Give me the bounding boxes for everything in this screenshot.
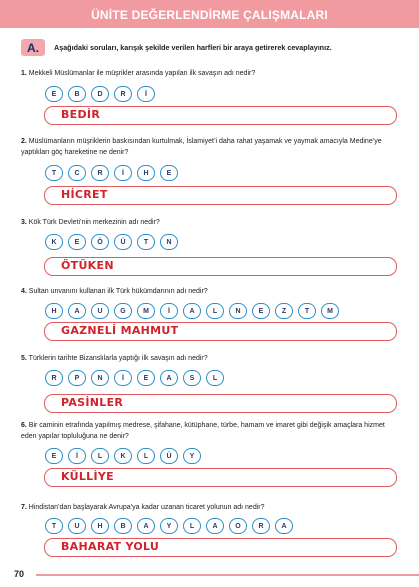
letter-tile: R <box>91 165 109 181</box>
letter-tile: E <box>45 448 63 464</box>
answer-text: HİCRET <box>61 188 108 201</box>
letter-tile: H <box>91 518 109 534</box>
letter-tile: A <box>68 303 86 319</box>
letter-tile: Y <box>160 518 178 534</box>
letter-tile: H <box>45 303 63 319</box>
letter-tile: İ <box>114 165 132 181</box>
question-5 <box>21 353 401 364</box>
letter-tile: A <box>160 370 178 386</box>
letter-tile: B <box>68 86 86 102</box>
header-bar <box>0 0 419 28</box>
question-number: 2. <box>21 138 27 145</box>
answer-box-5[interactable] <box>44 394 397 413</box>
footer-divider <box>36 574 419 576</box>
page-number: 70 <box>14 569 25 579</box>
letter-tiles-7 <box>45 518 293 534</box>
section-badge: A. <box>21 39 45 56</box>
letter-tile: E <box>68 234 86 250</box>
letter-tile: İ <box>137 86 155 102</box>
letter-tile: L <box>206 370 224 386</box>
answer-text: BEDİR <box>61 108 101 121</box>
question-text: Müslümanların müşriklerin baskısından kurtulmak, İslamiyet’i daha rahat yaşamak ve yaymak amacıyla Medine’ye yaptıkları göç hareketine ne denir? <box>21 138 382 156</box>
question-text: Bir caminin etrafında yapılmış medrese, şifahane, kütüphane, türbe, hamam ve imaret gibi değişik amaçlara hizmet eden yapılar topluluğuna ne denir? <box>21 422 385 440</box>
letter-tile: P <box>68 370 86 386</box>
question-7 <box>21 502 401 513</box>
letter-tile: İ <box>114 370 132 386</box>
question-number: 3. <box>21 219 27 226</box>
answer-text: ÖTÜKEN <box>61 259 114 272</box>
question-text: Kök Türk Devleti’nin merkezinin adı nedir? <box>28 219 160 226</box>
letter-tile: A <box>183 303 201 319</box>
question-1 <box>21 68 401 79</box>
letter-tile: K <box>114 448 132 464</box>
letter-tile: L <box>183 518 201 534</box>
question-number: 4. <box>21 288 27 295</box>
letter-tile: M <box>137 303 155 319</box>
letter-tile: B <box>114 518 132 534</box>
letter-tile: E <box>252 303 270 319</box>
letter-tile: A <box>275 518 293 534</box>
letter-tile: İ <box>68 448 86 464</box>
question-3 <box>21 217 401 228</box>
letter-tile: N <box>160 234 178 250</box>
letter-tile: R <box>45 370 63 386</box>
letter-tile: L <box>137 448 155 464</box>
answer-text: KÜLLİYE <box>61 470 114 483</box>
page-title: ÜNİTE DEĞERLENDİRME ÇALIŞMALARI <box>91 8 328 22</box>
question-number: 6. <box>21 422 27 429</box>
letter-tile: N <box>229 303 247 319</box>
question-6 <box>21 420 401 442</box>
letter-tile: H <box>137 165 155 181</box>
answer-text: BAHARAT YOLU <box>61 540 160 553</box>
letter-tile: E <box>137 370 155 386</box>
question-text: Sultan unvanını kullanan ilk Türk hükümdarının adı nedir? <box>28 288 208 295</box>
letter-tile: O <box>229 518 247 534</box>
question-4 <box>21 286 401 297</box>
letter-tiles-3 <box>45 234 178 250</box>
letter-tile: K <box>45 234 63 250</box>
letter-tile: A <box>137 518 155 534</box>
letter-tile: Y <box>183 448 201 464</box>
letter-tile: N <box>91 370 109 386</box>
letter-tile: Ü <box>114 234 132 250</box>
letter-tiles-1 <box>45 86 155 102</box>
answer-text: GAZNELİ MAHMUT <box>61 324 179 337</box>
letter-tile: G <box>114 303 132 319</box>
question-2 <box>21 136 401 158</box>
question-number: 7. <box>21 504 27 511</box>
letter-tile: T <box>45 165 63 181</box>
question-number: 5. <box>21 355 27 362</box>
letter-tile: U <box>91 303 109 319</box>
letter-tiles-5 <box>45 370 224 386</box>
footer <box>0 563 419 587</box>
letter-tile: L <box>91 448 109 464</box>
letter-tile: İ <box>160 303 178 319</box>
letter-tile: S <box>183 370 201 386</box>
question-text: Hindistan’dan başlayarak Avrupa’ya kadar uzanan ticaret yolunun adı nedir? <box>28 504 265 511</box>
letter-tiles-2 <box>45 165 178 181</box>
answer-box-4[interactable] <box>44 322 397 341</box>
letter-tiles-4 <box>45 303 339 319</box>
answer-text: PASİNLER <box>61 396 124 409</box>
letter-tile: T <box>298 303 316 319</box>
answer-box-6[interactable] <box>44 468 397 487</box>
letter-tile: R <box>114 86 132 102</box>
letter-tile: U <box>68 518 86 534</box>
answer-box-7[interactable] <box>44 538 397 557</box>
letter-tile: L <box>206 303 224 319</box>
question-text: Mekkeli Müslümanlar ile müşrikler arasında yapılan ilk savaşın adı nedir? <box>28 70 256 77</box>
letter-tile: Ö <box>91 234 109 250</box>
letter-tiles-6 <box>45 448 201 464</box>
letter-tile: E <box>45 86 63 102</box>
answer-box-1[interactable] <box>44 106 397 125</box>
letter-tile: D <box>91 86 109 102</box>
letter-tile: Z <box>275 303 293 319</box>
letter-tile: E <box>160 165 178 181</box>
question-number: 1. <box>21 70 27 77</box>
question-text: Türklerin tarihte Bizanslılarla yaptığı ilk savaşın adı nedir? <box>28 355 208 362</box>
answer-box-2[interactable] <box>44 186 397 205</box>
letter-tile: A <box>206 518 224 534</box>
letter-tile: T <box>137 234 155 250</box>
answer-box-3[interactable] <box>44 257 397 276</box>
letter-tile: M <box>321 303 339 319</box>
section-instruction: Aşağıdaki soruları, karışık şekilde verilen harfleri bir araya getirerek cevaplayınız. <box>54 43 332 52</box>
letter-tile: R <box>252 518 270 534</box>
letter-tile: C <box>68 165 86 181</box>
letter-tile: Ü <box>160 448 178 464</box>
letter-tile: T <box>45 518 63 534</box>
